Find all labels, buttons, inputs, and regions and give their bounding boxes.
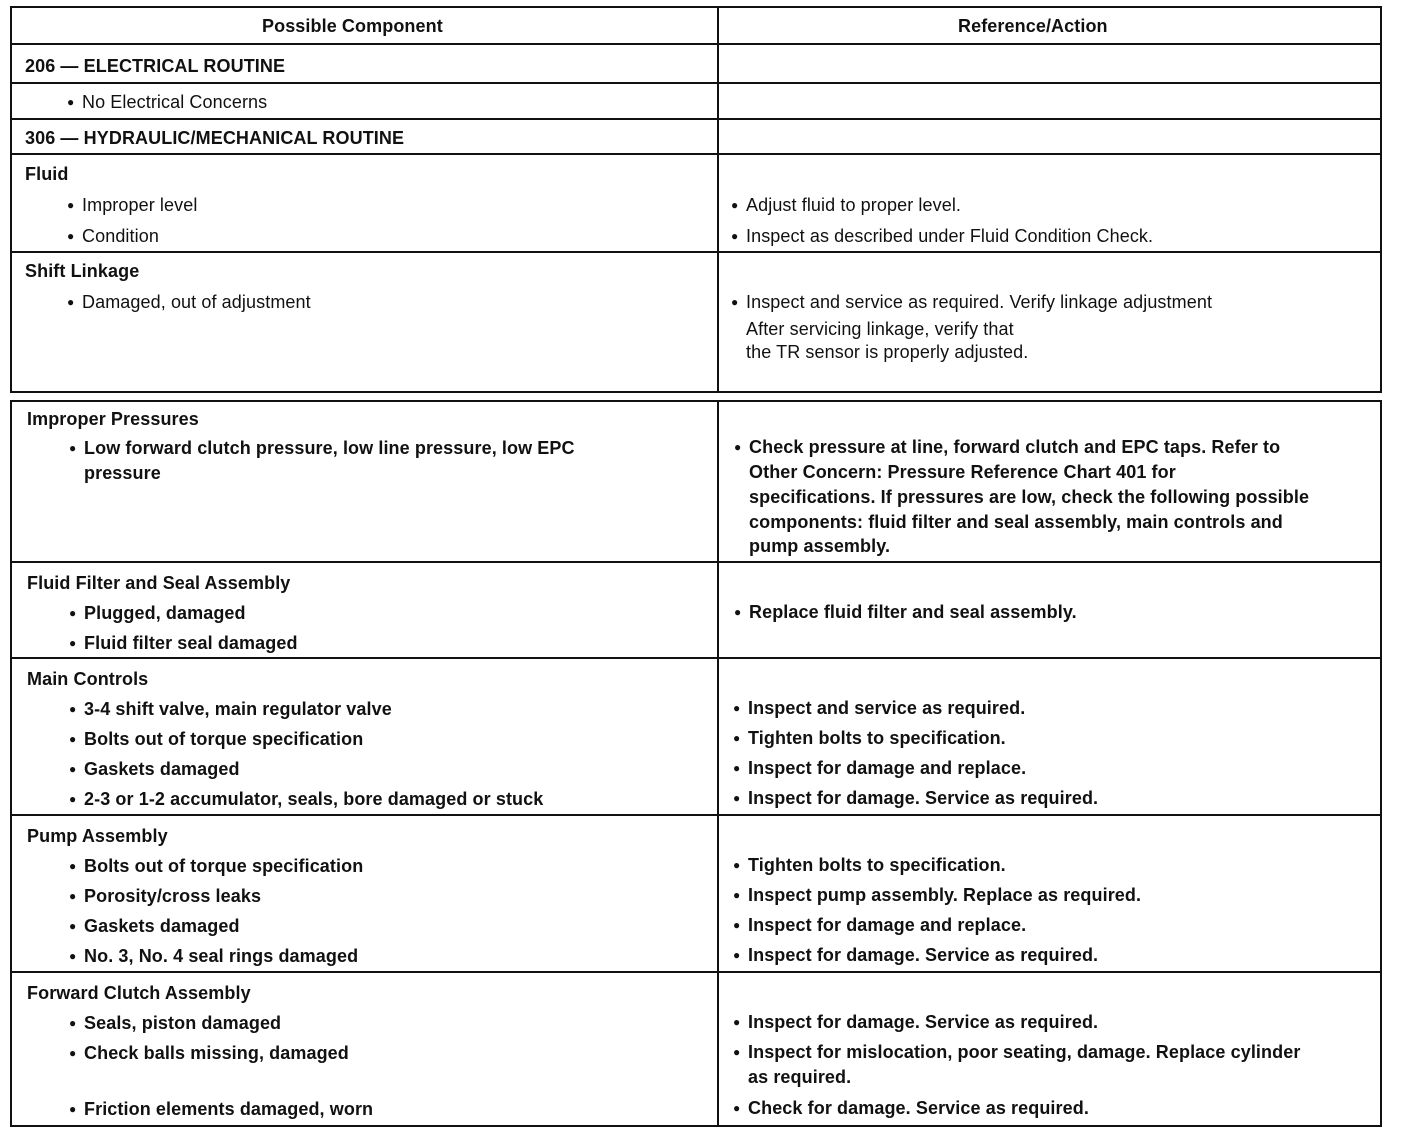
action-item: ● Inspect and service as required. [748, 698, 1025, 719]
section-title-clutch: Forward Clutch Assembly [27, 983, 251, 1003]
row-divider [12, 657, 1380, 659]
diagnosis-table-part-1 [10, 6, 1382, 393]
section-title-hydraulic: 306 — HYDRAULIC/MECHANICAL ROUTINE [25, 128, 405, 148]
list-item: ● Seals, piston damaged [84, 1013, 281, 1034]
list-item-line: pressure [84, 463, 161, 483]
action-item: ● Inspect for damage. Service as required. [748, 945, 1098, 966]
column-header-action: Reference/Action [958, 16, 1108, 36]
list-item: ● Low forward clutch pressure, low line pressure, low EPC [84, 438, 575, 459]
action-item: ● Tighten bolts to specification. [748, 855, 1006, 876]
list-item: ● Check balls missing, damaged [84, 1043, 349, 1064]
list-item: ● Improper level [82, 195, 197, 216]
list-item: ● No Electrical Concerns [82, 92, 267, 113]
action-item-line: the TR sensor is properly adjusted. [746, 342, 1029, 362]
action-item: ● Inspect for damage. Service as required. [748, 1012, 1098, 1033]
column-divider [717, 8, 719, 391]
row-divider [12, 82, 1380, 84]
list-item: ● 3-4 shift valve, main regulator valve [84, 699, 392, 720]
column-header-component: Possible Component [262, 16, 443, 36]
column-divider [717, 402, 719, 1125]
row-divider [12, 814, 1380, 816]
list-item: ● Bolts out of torque specification [84, 856, 363, 877]
action-item: ● Inspect and service as required. Verify linkage adjustment [746, 292, 1212, 313]
section-title-fluid: Fluid [25, 164, 69, 184]
action-item: ● Inspect for damage. Service as required. [748, 788, 1098, 809]
row-divider [12, 153, 1380, 155]
diagnosis-table-part-2 [10, 400, 1382, 1127]
list-item: ● Condition [82, 226, 159, 247]
list-item: ● Fluid filter seal damaged [84, 633, 298, 654]
list-item: ● Gaskets damaged [84, 759, 240, 780]
action-item: ● Inspect for mislocation, poor seating, damage. Replace cylinder [748, 1042, 1300, 1063]
action-item-line: components: fluid filter and seal assembly, main controls and [749, 512, 1283, 532]
action-item-line: as required. [748, 1067, 852, 1087]
section-title-pump: Pump Assembly [27, 826, 168, 846]
list-item: ● Plugged, damaged [84, 603, 246, 624]
section-title-linkage: Shift Linkage [25, 261, 140, 281]
action-item: ● Inspect as described under Fluid Condition Check. [746, 226, 1153, 247]
action-item: ● Tighten bolts to specification. [748, 728, 1006, 749]
list-item: ● Bolts out of torque specification [84, 729, 363, 750]
row-divider [12, 251, 1380, 253]
section-title-pressures: Improper Pressures [27, 409, 199, 429]
action-item: ● Check pressure at line, forward clutch and EPC taps. Refer to [749, 437, 1280, 458]
action-item: ● Replace fluid filter and seal assembly. [749, 602, 1077, 623]
action-item: ● Inspect for damage and replace. [748, 758, 1026, 779]
row-divider [12, 971, 1380, 973]
action-item-line: pump assembly. [749, 536, 891, 556]
action-item: ● Inspect pump assembly. Replace as required. [748, 885, 1141, 906]
row-divider [12, 118, 1380, 120]
action-item: ● Inspect for damage and replace. [748, 915, 1026, 936]
list-item: ● Damaged, out of adjustment [82, 292, 311, 313]
list-item: ● No. 3, No. 4 seal rings damaged [84, 946, 358, 967]
section-title-electrical: 206 — ELECTRICAL ROUTINE [25, 56, 286, 76]
action-item-line: specifications. If pressures are low, check the following possible [749, 487, 1310, 507]
action-item: ● Adjust fluid to proper level. [746, 195, 961, 216]
action-item-line: Other Concern: Pressure Reference Chart 401 for [749, 462, 1176, 482]
action-item-line: After servicing linkage, verify that [746, 319, 1014, 339]
row-divider [12, 43, 1380, 45]
row-divider [12, 561, 1380, 563]
section-title-filter: Fluid Filter and Seal Assembly [27, 573, 291, 593]
list-item: ● 2-3 or 1-2 accumulator, seals, bore damaged or stuck [84, 789, 543, 810]
list-item: ● Gaskets damaged [84, 916, 240, 937]
list-item: ● Porosity/cross leaks [84, 886, 261, 907]
section-title-main-controls: Main Controls [27, 669, 149, 689]
list-item: ● Friction elements damaged, worn [84, 1099, 373, 1120]
action-item: ● Check for damage. Service as required. [748, 1098, 1089, 1119]
